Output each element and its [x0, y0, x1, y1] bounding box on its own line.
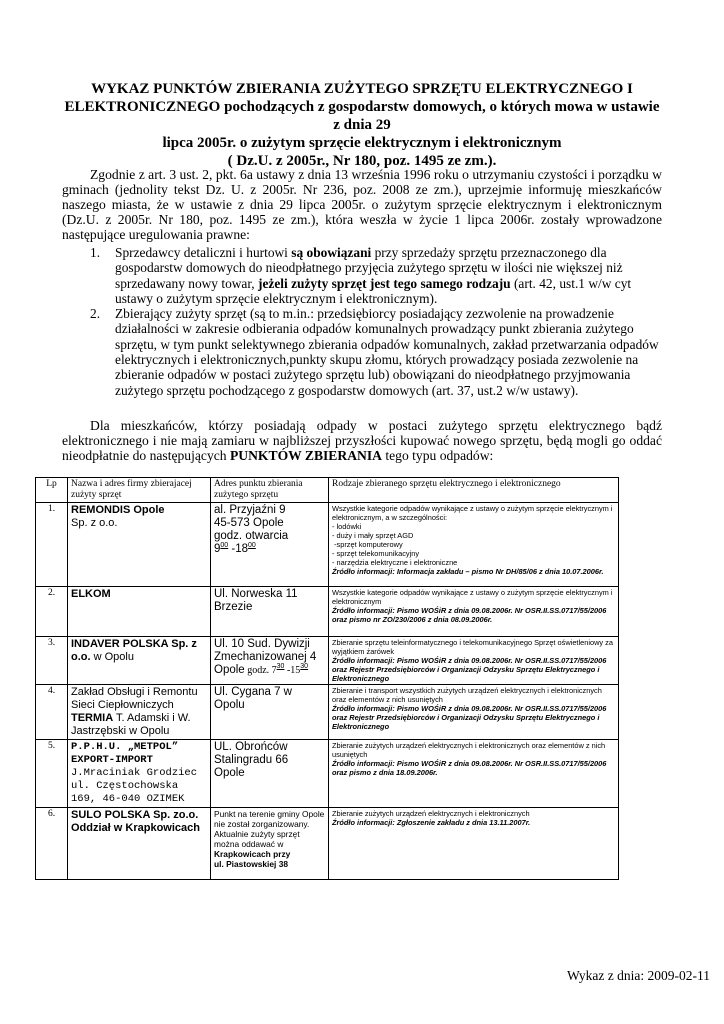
address-emphasis: Krapkowicach przy [214, 849, 291, 859]
kinds-text: Wszystkie kategorie odpadów wynikające z ustawy o zużytym sprzęcie elektrycznym i elektronicznym [332, 588, 613, 606]
source-info: Źródło informacji: Pismo WOŚiR z dnia 09.08.2006r. Nr OSR.II.SS.0717/55/2006 oraz Rejestr Przedsiębiorców i Organizacji Odzysku Sprzętu Elektrycznego i Elektronicznego [332, 704, 607, 731]
list-item [90, 306, 665, 398]
list-emphasis: są obowiązani [291, 245, 372, 260]
list-emphasis: jeżeli zużyty sprzęt jest tego samego rodzaju [258, 275, 511, 291]
title-line: WYKAZ PUNKTÓW ZBIERANIA ZUŻYTEGO SPRZĘTU ELEKTRYCZNEGO I [91, 81, 633, 97]
list-item [90, 245, 665, 306]
intro-paragraph [62, 167, 662, 242]
kinds-text: Zbieranie sprzętu teleinformatycznego i telekomunikacyjnego Sprzęt oświetleniowy za wyjątkiem żarówek [332, 638, 613, 656]
collection-points-table [35, 477, 619, 880]
company-name: TERMIA [71, 712, 114, 724]
address-cell [211, 685, 329, 740]
document-title [62, 80, 662, 170]
address-line: Ul. Cygana 7 w Opolu [214, 686, 292, 711]
kinds-line: - duży i mały sprzęt AGD [332, 531, 414, 540]
title-line: lipca 2005r. o zużytym sprzęcie elektrycznym i elektronicznym [162, 135, 562, 151]
address-cell [211, 503, 329, 587]
kinds-line: - narzędzia elektryczne i elektroniczne [332, 558, 458, 567]
company-name: P.P.H.U. „METPOL” EXPORT-IMPORT [71, 741, 179, 766]
company-cell [68, 808, 211, 880]
company-name: REMONDIS Opole [71, 504, 165, 516]
source-info: Źródło informacji: Pismo WOŚiR z dnia 09.08.2006r. Nr OSR.II.SS.0717/55/2006 oraz pismo z dnia 18.09.2006r. [332, 759, 607, 777]
list-number: 2. [90, 306, 101, 322]
kinds-text: Zbieranie zużytych urządzeń elektrycznych i elektronicznych oraz elementów z nich usuniętych [332, 741, 606, 759]
list-number: 1. [90, 245, 101, 260]
source-info: Źródło informacji: Pismo WOŚiR z dnia 09.08.2006r. Nr OSR.II.SS.0717/55/2006 oraz pismo nr ZO/230/2006 z dnia 08.09.2006r. [332, 606, 607, 624]
company-cell [68, 503, 211, 587]
table-row [36, 637, 619, 685]
company-detail: T. Adamski i W. Jastrzębski w Opolu [71, 712, 191, 737]
address-cell [211, 740, 329, 808]
address-emphasis: ul. Piastowskiej 38 [214, 859, 289, 869]
source-info: Źródło informacji: Pismo WOŚiR z dnia 09.08.2006r. Nr OSR.II.SS.0717/55/2006 oraz Rejestr Przedsiębiorców i Organizacji Odzysku Sprzętu Elektrycznego i Elektronicznego [332, 656, 607, 683]
row-lp: 6. [36, 808, 68, 880]
kinds-cell [329, 503, 619, 587]
intro-text: Zgodnie z art. 3 ust. 2, pkt. 6a ustawy z dnia 13 września 1996 roku o utrzymaniu czystości i porządku w gminach (jednolity tekst Dz. U. z 2005r. Nr 236, poz. 2008 ze zm.), uprzejmie informuję mieszkańców naszego miasta, że w ustawie z dnia 29 lipca 2005r. o zużytym sprzęcie elektrycznym i elektronicznym (Dz.U. z 2005r. Nr 180, poz. 1495 ze zm.), która weszła w życie 1 lipca 2006r. zostały wprowadzone następujące uregulowania prawne: [62, 167, 662, 242]
address-line: UL. Obrońców Stalingradu 66 [214, 741, 289, 766]
company-cell [68, 587, 211, 637]
header-lp: Lp [36, 478, 68, 503]
outro-paragraph [62, 418, 662, 463]
kinds-cell [329, 808, 619, 880]
header-kinds: Rodzaje zbieranego sprzętu elektrycznego i elektronicznego [329, 478, 619, 503]
address-cell [211, 808, 329, 880]
list-date: Wykaz z dnia: 2009-02-11 [566, 968, 710, 983]
company-cell [68, 740, 211, 808]
list-text: przy sprzedaży sprzętu przeznaczonego dla gospodarstw domowych do nieodpłatnego przyjęcia zużytego sprzętu w ilości nie większej niż sprzedawany nowy towar, [115, 245, 623, 291]
kinds-cell [329, 740, 619, 808]
list-text: Zbierający zużyty sprzęt (są to m.in.: przedsiębiorcy posiadający zezwolenie na prowadzenie działalności w zakresie odbierania odpadów komunalnych prowadzący punkt zbierania zużytego sprzętu, w tym punkt selektywnego zbierania odpadów komunalnych, zakład przetwarzania odpadów elektrycznych i elektronicznych,punkty skupu złomu, których prowadzący posiada zezwolenie na zbieranie odpadów w postaci zużytego sprzętu lub) obowiązani do nieodpłatnego przyjmowania zużytego sprzętu pochodzącego z gospodarstw domowych (art. 37, ust.2 w/w ustawy). [115, 306, 659, 398]
kinds-cell [329, 685, 619, 740]
address-line: Brzezie [214, 601, 253, 613]
kinds-cell [329, 637, 619, 685]
title-line: ELEKTRONICZNEGO pochodzących z gospodarstw domowych, o których mowa w ustawie z dnia 29 [64, 99, 660, 133]
company-detail: Zakład Obsługi i Remontu Sieci Ciepłowniczych [71, 686, 198, 711]
row-lp: 2. [36, 587, 68, 637]
address-line: godz. otwarcia [214, 530, 289, 542]
table-row [36, 808, 619, 880]
kinds-line: Wszystkie kategorie odpadów wynikające z ustawy o zużytym sprzęcie elektrycznym i elektronicznym, a w szczególności: [332, 504, 613, 522]
address-line: al. Przyjaźni 9 [214, 504, 286, 516]
row-lp: 1. [36, 503, 68, 587]
title-line: ( Dz.U. z 2005r., Nr 180, poz. 1495 ze zm.). [227, 153, 497, 169]
address-line: Ul. Norweska 11 [214, 588, 298, 600]
company-cell [68, 637, 211, 685]
kinds-line: -sprzęt komputerowy [332, 540, 403, 549]
kinds-cell [329, 587, 619, 637]
table-row [36, 503, 619, 587]
company-name: INDAVER POLSKA Sp. z o.o. [71, 638, 197, 663]
company-cell [68, 685, 211, 740]
table-row [36, 740, 619, 808]
table-row [36, 587, 619, 637]
row-lp: 5. [36, 740, 68, 808]
kinds-line: - lodówki [332, 522, 362, 531]
address-text: Punkt na terenie gminy Opole nie został zorganizowany. Aktualnie zużyty sprzęt można oddawać w [214, 809, 325, 849]
header-address: Adres punktu zbierania zużytego sprzętu [211, 478, 329, 503]
address-cell [211, 587, 329, 637]
outro-text: tego typu odpadów: [381, 448, 494, 463]
address-line: Ul. 10 Sud. Dywizji Zmechanizowanej 4 [214, 638, 317, 663]
company-detail: Sp. z o.o. [71, 517, 118, 529]
source-info: Źródło informacji: Zgłoszenie zakładu z dnia 13.11.2007r. [332, 818, 531, 827]
address-line: 45-573 Opole [214, 517, 284, 529]
address-line: Opole [214, 767, 245, 779]
outro-text: Dla mieszkańców, którzy posiadają odpady w postaci zużytego sprzętu elektrycznego bądź elektronicznego i nie mają zamiaru w najbliższej przyszłości kupować nowego sprzętu, będą mogli go oddać nieodpłatnie do następujących [62, 418, 662, 463]
opening-hours: $9^{00}$ $-18^{00}$ [214, 542, 256, 555]
row-lp: 4. [36, 685, 68, 740]
company-name: SULO POLSKA Sp. zo.o. Oddział w Krapkowicach [71, 809, 200, 834]
header-name: Nazwa i adres firmy zbierajacej zużyty sprzęt [68, 478, 211, 503]
row-lp: 3. [36, 637, 68, 685]
company-detail: w Opolu [90, 651, 134, 663]
table-header-row [36, 478, 619, 503]
table-row [36, 685, 619, 740]
outro-emphasis: PUNKTÓW ZBIERANIA [229, 448, 382, 463]
source-info: Źródło informacji: Informacja zakładu – pismo Nr DH/85/06 z dnia 10.07.2006r. [332, 567, 604, 576]
list-text: (art. 42, ust.1 w/w cyt ustawy o zużytym sprzęcie elektrycznym i elektronicznym). [115, 275, 632, 306]
address-cell [211, 637, 329, 685]
company-name: ELKOM [71, 588, 111, 600]
opening-hours: Opole godz. $7^{30}$ $-15^{30}$ [214, 663, 309, 676]
company-detail: J.Mraciniak Grodziec ul. Częstochowska 169, 46-040 OZIMEK [71, 767, 198, 805]
kinds-text: Zbieranie zużytych urządzeń elektrycznych i elektronicznych [332, 809, 530, 818]
kinds-text: Zbieranie i transport wszystkich zużytych urządzeń elektrycznych i elektronicznych oraz elementów z nich usuniętych [332, 686, 602, 704]
list-text: Sprzedawcy detaliczni i hurtowi [115, 245, 292, 260]
kinds-line: - sprzęt telekomunikacyjny [332, 549, 420, 558]
legal-rules-list [90, 245, 665, 398]
